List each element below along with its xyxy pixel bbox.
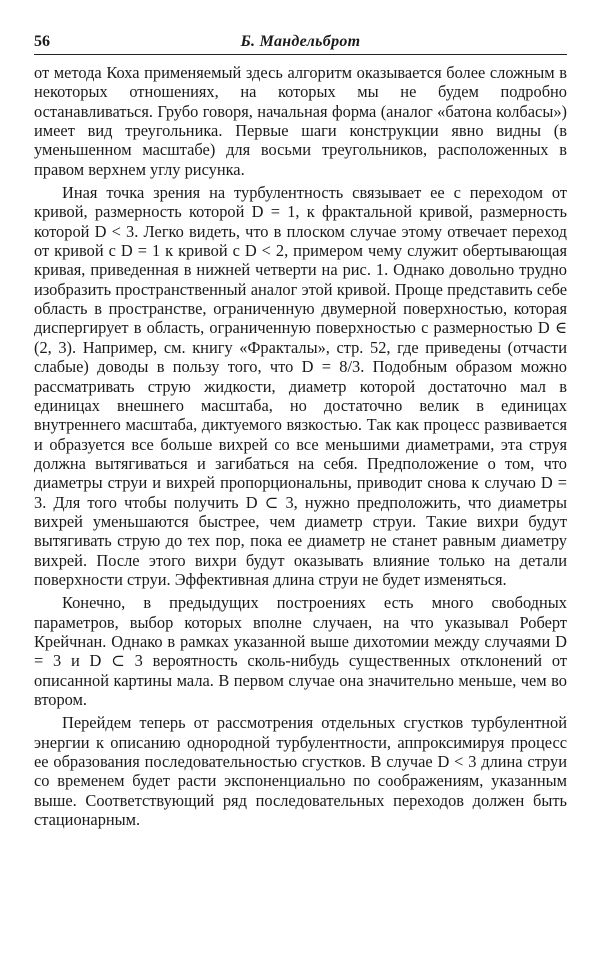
book-page [34, 30, 567, 833]
paragraph-continuation: от метода Коха применяемый здесь алгоритм оказывается более сложным в некоторых отношениях, на которых мы не будем подробно останавливаться. Грубо говоря, начальная форма (аналог «батона колбасы») имеет вид треугольника. Первые шаги конструкции явно видны (в уменьшенном масштабе) для восьми треугольников, расположенных в правом верхнем углу рисунка. [34, 63, 567, 179]
page-number: 56 [34, 33, 50, 50]
running-head-author: Б. Мандельброт [240, 33, 361, 50]
paragraph-free-parameters: Конечно, в предыдущих построениях есть много свободных параметров, выбор которых вполне случаен, на что указывал Роберт Крейчнан. Однако в рамках указанной выше дихотомии между случаями D = 3 и D ⊂ 3 вероятность сколь-нибудь существенных отклонений от описанной картины мала. В первом случае она значительно меньше, чем во втором. [34, 593, 567, 709]
paragraph-turbulence-dimension: Иная точка зрения на турбулентность связывает ее с переходом от кривой, размерность которой D = 1, к фрактальной кривой, размерность которой D < 3. Легко видеть, что в плоском случае этому отвечает переход от кривой с D = 1 к кривой с D < 2, примером чему служит обертывающая кривая, приведенная в нижней четверти на рис. 1. Однако довольно трудно изобразить пространственный аналог этой кривой. Проще представить себе область в пространстве, ограниченную двумерной поверхностью, которая диспергирует в область, ограниченную поверхностью с размерностью D ∈ (2, 3). Например, см. книгу «Фракталы», стр. 52, где приведены (отчасти слабые) доводы в пользу того, что D = 8/3. Подобным образом можно рассматривать струю жидкости, диаметр которой достаточно мал в единицах внешнего масштаба, но достаточно велик в единицах внутреннего масштаба, диктуемого вязкостью. Так как процесс развивается и образуется все больше вихрей со все меньшими диаметрами, эта струя должна вытягиваться и загибаться на себя. Предположение о том, что диаметры струи и вихрей пропорциональны, приводит снова к случаю D = 3. Для того чтобы получить D ⊂ 3, нужно предположить, что диаметры вихрей уменьшаются быстрее, чем диаметр струи. Такие вихри будут вытягивать струю до тех пор, пока ее диаметр не станет равным диаметру вихрей. После этого вихри будут оказывать влияние только на детали поверхности струи. Эффективная длина струи не будет изменяться. [34, 183, 567, 589]
page-header [34, 30, 567, 55]
paragraph-homogeneous-turbulence: Перейдем теперь от рассмотрения отдельных сгустков турбулентной энергии к описанию однородной турбулентности, аппроксимируя процесс ее образования последовательностью сгустков. В случае D < 3 длина струи со временем будет расти экспоненциально по соображениям, указанным выше. Соответствующий ряд последовательных переходов должен быть стационарным. [34, 713, 567, 830]
body-text [34, 63, 567, 829]
